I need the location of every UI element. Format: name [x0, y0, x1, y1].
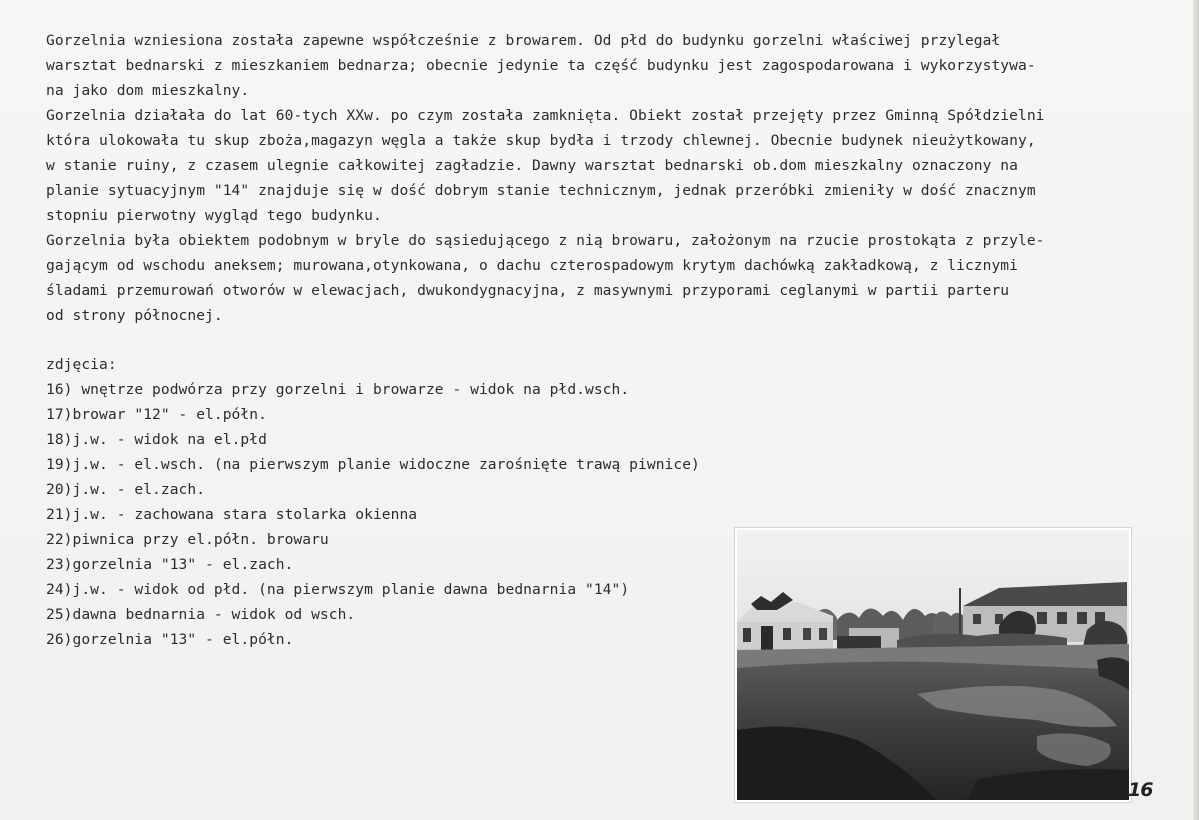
- text-line: warsztat bednarski z mieszkaniem bednarza; obecnie jedynie ta część budynku jest zagospodarowana i wykorzystywa-: [46, 57, 1036, 74]
- photo-list-heading: zdjęcia:: [46, 356, 117, 373]
- photo-list-item: 17)browar "12" - el.półn.: [46, 406, 267, 423]
- description-paragraphs: [46, 28, 1196, 328]
- courtyard-photo: [737, 530, 1129, 800]
- text-line: w stanie ruiny, z czasem ulegnie całkowitej zagładzie. Dawny warsztat bednarski ob.dom mieszkalny oznaczony na: [46, 157, 1018, 174]
- text-line: Gorzelnia działała do lat 60-tych XXw. po czym została zamknięta. Obiekt został przejęty przez Gminną Spółdzielni: [46, 107, 1045, 124]
- courtyard-photo-drawing: [737, 530, 1129, 800]
- photo-list-item: 18)j.w. - widok na el.płd: [46, 431, 267, 448]
- text-line: Gorzelnia wzniesiona została zapewne współcześnie z browarem. Od płd do budynku gorzelni właściwej przylegał: [46, 32, 1001, 49]
- text-line: która ulokowała tu skup zboża,magazyn węgla a także skup bydła i trzody chlewnej. Obecnie budynek nieużytkowany,: [46, 132, 1036, 149]
- photo-list-item: 20)j.w. - el.zach.: [46, 481, 206, 498]
- text-line: Gorzelnia była obiektem podobnym w bryle do sąsiedującego z nią browaru, założonym na rzucie prostokąta z przyle-: [46, 232, 1045, 249]
- photo-list-item: 26)gorzelnia "13" - el.półn.: [46, 631, 294, 648]
- text-line: stopniu pierwotny wygląd tego budynku.: [46, 207, 382, 224]
- text-line: gającym od wschodu aneksem; murowana,otynkowana, o dachu czterospadowym krytym dachówką zakładkową, z licznymi: [46, 257, 1018, 274]
- text-line: śladami przemurowań otworów w elewacjach, dwukondygnacyjna, z masywnymi przyporami ceglanymi w partii parteru: [46, 282, 1010, 299]
- text-line: na jako dom mieszkalny.: [46, 82, 250, 99]
- photo-list-item: 21)j.w. - zachowana stara stolarka okienna: [46, 506, 418, 523]
- photo-list-item: 24)j.w. - widok od płd. (na pierwszym planie dawna bednarnia "14"): [46, 581, 630, 598]
- photo-list-item: 25)dawna bednarnia - widok od wsch.: [46, 606, 356, 623]
- photo-list-item: 23)gorzelnia "13" - el.zach.: [46, 556, 294, 573]
- photo-mount: [735, 528, 1131, 802]
- photo-list-item: 16) wnętrze podwórza przy gorzelni i browarze - widok na płd.wsch.: [46, 381, 630, 398]
- page-number: 16: [1128, 779, 1153, 801]
- text-line: od strony północnej.: [46, 307, 223, 324]
- blank-line: [46, 328, 1196, 352]
- text-line: planie sytuacyjnym "14" znajduje się w dość dobrym stanie technicznym, jednak przeróbki zmieniły w dość znacznym: [46, 182, 1036, 199]
- photo-list-item: 22)piwnica przy el.półn. browaru: [46, 531, 329, 548]
- photo-list-item: 19)j.w. - el.wsch. (na pierwszym planie widoczne zarośnięte trawą piwnice): [46, 456, 700, 473]
